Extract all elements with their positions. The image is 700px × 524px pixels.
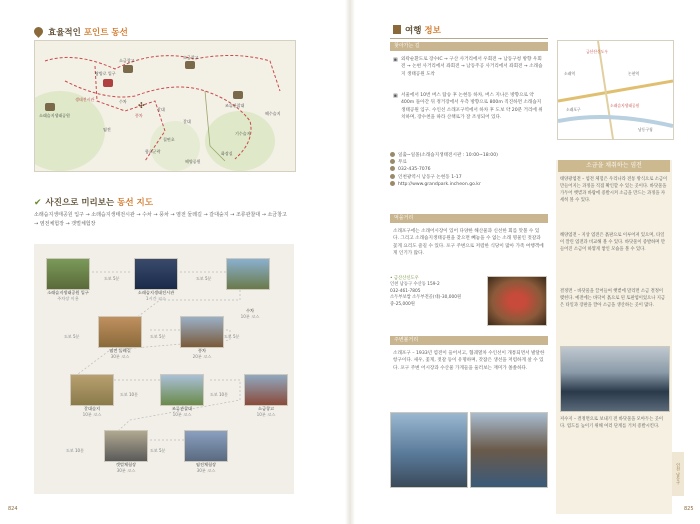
info-icon (393, 25, 401, 34)
stop-caption: 갯벌체험장 30분 코스 (115, 462, 137, 473)
car-icon: ▣ (393, 57, 398, 63)
location-map: 금산산신도우 소래역 논현역 소래포구 소래습지생태공원 남동구청 (557, 40, 674, 140)
stop-caption: 소래습지생태공원 입구 주차장 이용 (47, 290, 89, 301)
windmill-icon: ✣ (138, 101, 145, 110)
stop-caption: 조류관찰대 10분 코스 (171, 406, 193, 417)
sidebar-salt-field (556, 160, 672, 514)
bus-directions: ▣ 서울에서 10번 버스 탑승 후 논현동 하차, 버스 지나온 방향으로 약 400m 돌아간 뒤 정거장에서 우측 방향으로 800m 직진하면 소래습지생태공원 입구. 수인선 소래포구역에서 하차 후 도보 약 20분 거리에 위치하며, 장수천을 따라 산책로가 잘 조성되어 있다. (393, 93, 543, 121)
stop-caption: 염전 둘레길 30분 코스 (109, 348, 131, 359)
photo-entrance (46, 258, 90, 290)
web-icon (390, 181, 395, 186)
photo-salt-field-path (98, 316, 142, 348)
page-number: 824 (8, 506, 18, 512)
photo-reed-field (70, 374, 114, 406)
info-list: 일출~일몰(소래습지생태전시관 : 10:00~18:00) 무료 032-435-7076 인천광역시 남동구 논현동 1-17 http://www.grandpark.incheon.go.kr (390, 152, 548, 188)
clock-icon (390, 152, 395, 157)
photo-salt-experience (184, 430, 228, 462)
subheading-nearby: 주변볼거리 (390, 336, 548, 345)
photo-salt-pond (560, 346, 670, 412)
stop-caption: 소금창고 10분 코스 (256, 406, 276, 417)
stop-caption: 소래습지생태전시관 1시간 코스 (137, 290, 175, 301)
route-description: 소래습지생태공원 입구 → 소래습지생태전시관 → 수차 → 풍차 → 염전 둘레길 → 갈대숲지 → 조류관찰대 → 소금창고 → 염전체험장 → 갯벌체험장 (34, 212, 287, 227)
photo-bird-observatory (160, 374, 204, 406)
location-icon (390, 174, 395, 179)
stop-caption: 풍차 20분 코스 (192, 348, 212, 359)
nearby-description: 소래포구 – 1933년 염전이 들어서고, 협궤열차 수인선이 개통되면서 발달한 항구이다. 새우, 꽃게, 젓갈 등이 유명하며, 갓잡은 생선을 저렴하게 살 수 있다. 포구 주변 어시장과 수산물 가게들을 둘러보는 재미가 쏠쏠하다. (393, 351, 545, 371)
bus-icon: ▣ (393, 93, 398, 99)
photo-salt-storehouse (244, 374, 288, 406)
phone-icon (390, 166, 395, 171)
restaurant-info: • 금산산신도우 인천 남동구 수산동 159-2 032-461-7805 소두부보쌈 소두부전골(대)-30,000원 중-25,000원 (390, 276, 462, 307)
car-directions: ▣ 외곽순환도로 장수IC → 구산 사거리에서 우회전 → 남동구청 방향 우회전 → 논현 사거리에서 좌회전 → 남동주공 사거리에서 좌회전 → 소래습지 생태공원 도착 (393, 57, 543, 77)
left-page: 효율적인 포인트 동선 소금창고 소금창고 탐방로 입구 생태전시관 소래습지생태공원 수차 ✣ 풍차 염전 갈대 갈대 칠면초 조류관찰대 해수습지 함초군락 기수습지 화장실 해양공원 ✔ 사진으로 미리보는 동선 지도 소래습지생태공원 입구 → 소래습지생태전시관 → 수차 → 풍차 → 염전 둘레길 → 갈대숲지 → 조류관찰대 → 소금창고 → 염전체험장 → 갯벌체험장 소래습지생태공원 입구 주차장 이용 소래습지생태전시관 1시간 코스 수차 10분 코스 염전 둘레길 30분 코스 풍차 20분 코스 갈대숲지 10분 코스 조류관찰대 10분 코스 소금창고 10분 코스 갯벌체험장 30분 코스 염전체험장 30분 코스 도보 5분 도보 5분 도보 5분 도보 5분 도보 5분 도보 10분 도보 10분 도보 10분 도보 5분 824 (0, 0, 350, 524)
photo-port (390, 412, 468, 488)
travel-info-title: 여행 정보 (393, 24, 441, 36)
page-number: 825 (684, 506, 694, 512)
route-map: 소금창고 소금창고 탐방로 입구 생태전시관 소래습지생태공원 수차 ✣ 풍차 염전 갈대 갈대 칠면초 조류관찰대 해수습지 함초군락 기수습지 화장실 해양공원 (34, 40, 296, 172)
photo-exhibition (134, 258, 178, 290)
photo-windmill (180, 316, 224, 348)
food-description: 소래포구에는 소래어시장이 있어 다양한 해산물과 신선한 회를 맛볼 수 있다. 그리고 소래습지생태공원을 찾으면 빼놓을 수 없는 소래 명물인 젓갈과 꽃게 요리도 즐길 수 있다. 포구 주변으로 저렴한 식당이 많아 가족 여행객에게 인기가 많다. (393, 229, 544, 257)
photo-waterwheel (226, 258, 270, 290)
sidebar-title: 소금을 채취하는 염전 (558, 160, 670, 172)
stop-caption: 수차 10분 코스 (240, 308, 260, 319)
stop-caption: 염전체험장 30분 코스 (195, 462, 217, 473)
photo-food (487, 276, 547, 326)
region-tab: 인천 남동구 (672, 452, 684, 496)
section-heading-route: ✔ 사진으로 미리보는 동선 지도 (34, 198, 153, 208)
section-heading-map: 효율적인 포인트 동선 (34, 26, 128, 38)
check-icon: ✔ (34, 198, 42, 208)
photo-fishing-boats (470, 412, 548, 488)
fee-icon (390, 159, 395, 164)
photo-mudflat-experience (104, 430, 148, 462)
subheading-directions: 찾아가는 길 (390, 42, 548, 51)
subheading-food: 먹을거리 (390, 214, 548, 223)
stop-caption: 갈대숲지 10분 코스 (82, 406, 102, 417)
book-gutter (345, 0, 355, 524)
